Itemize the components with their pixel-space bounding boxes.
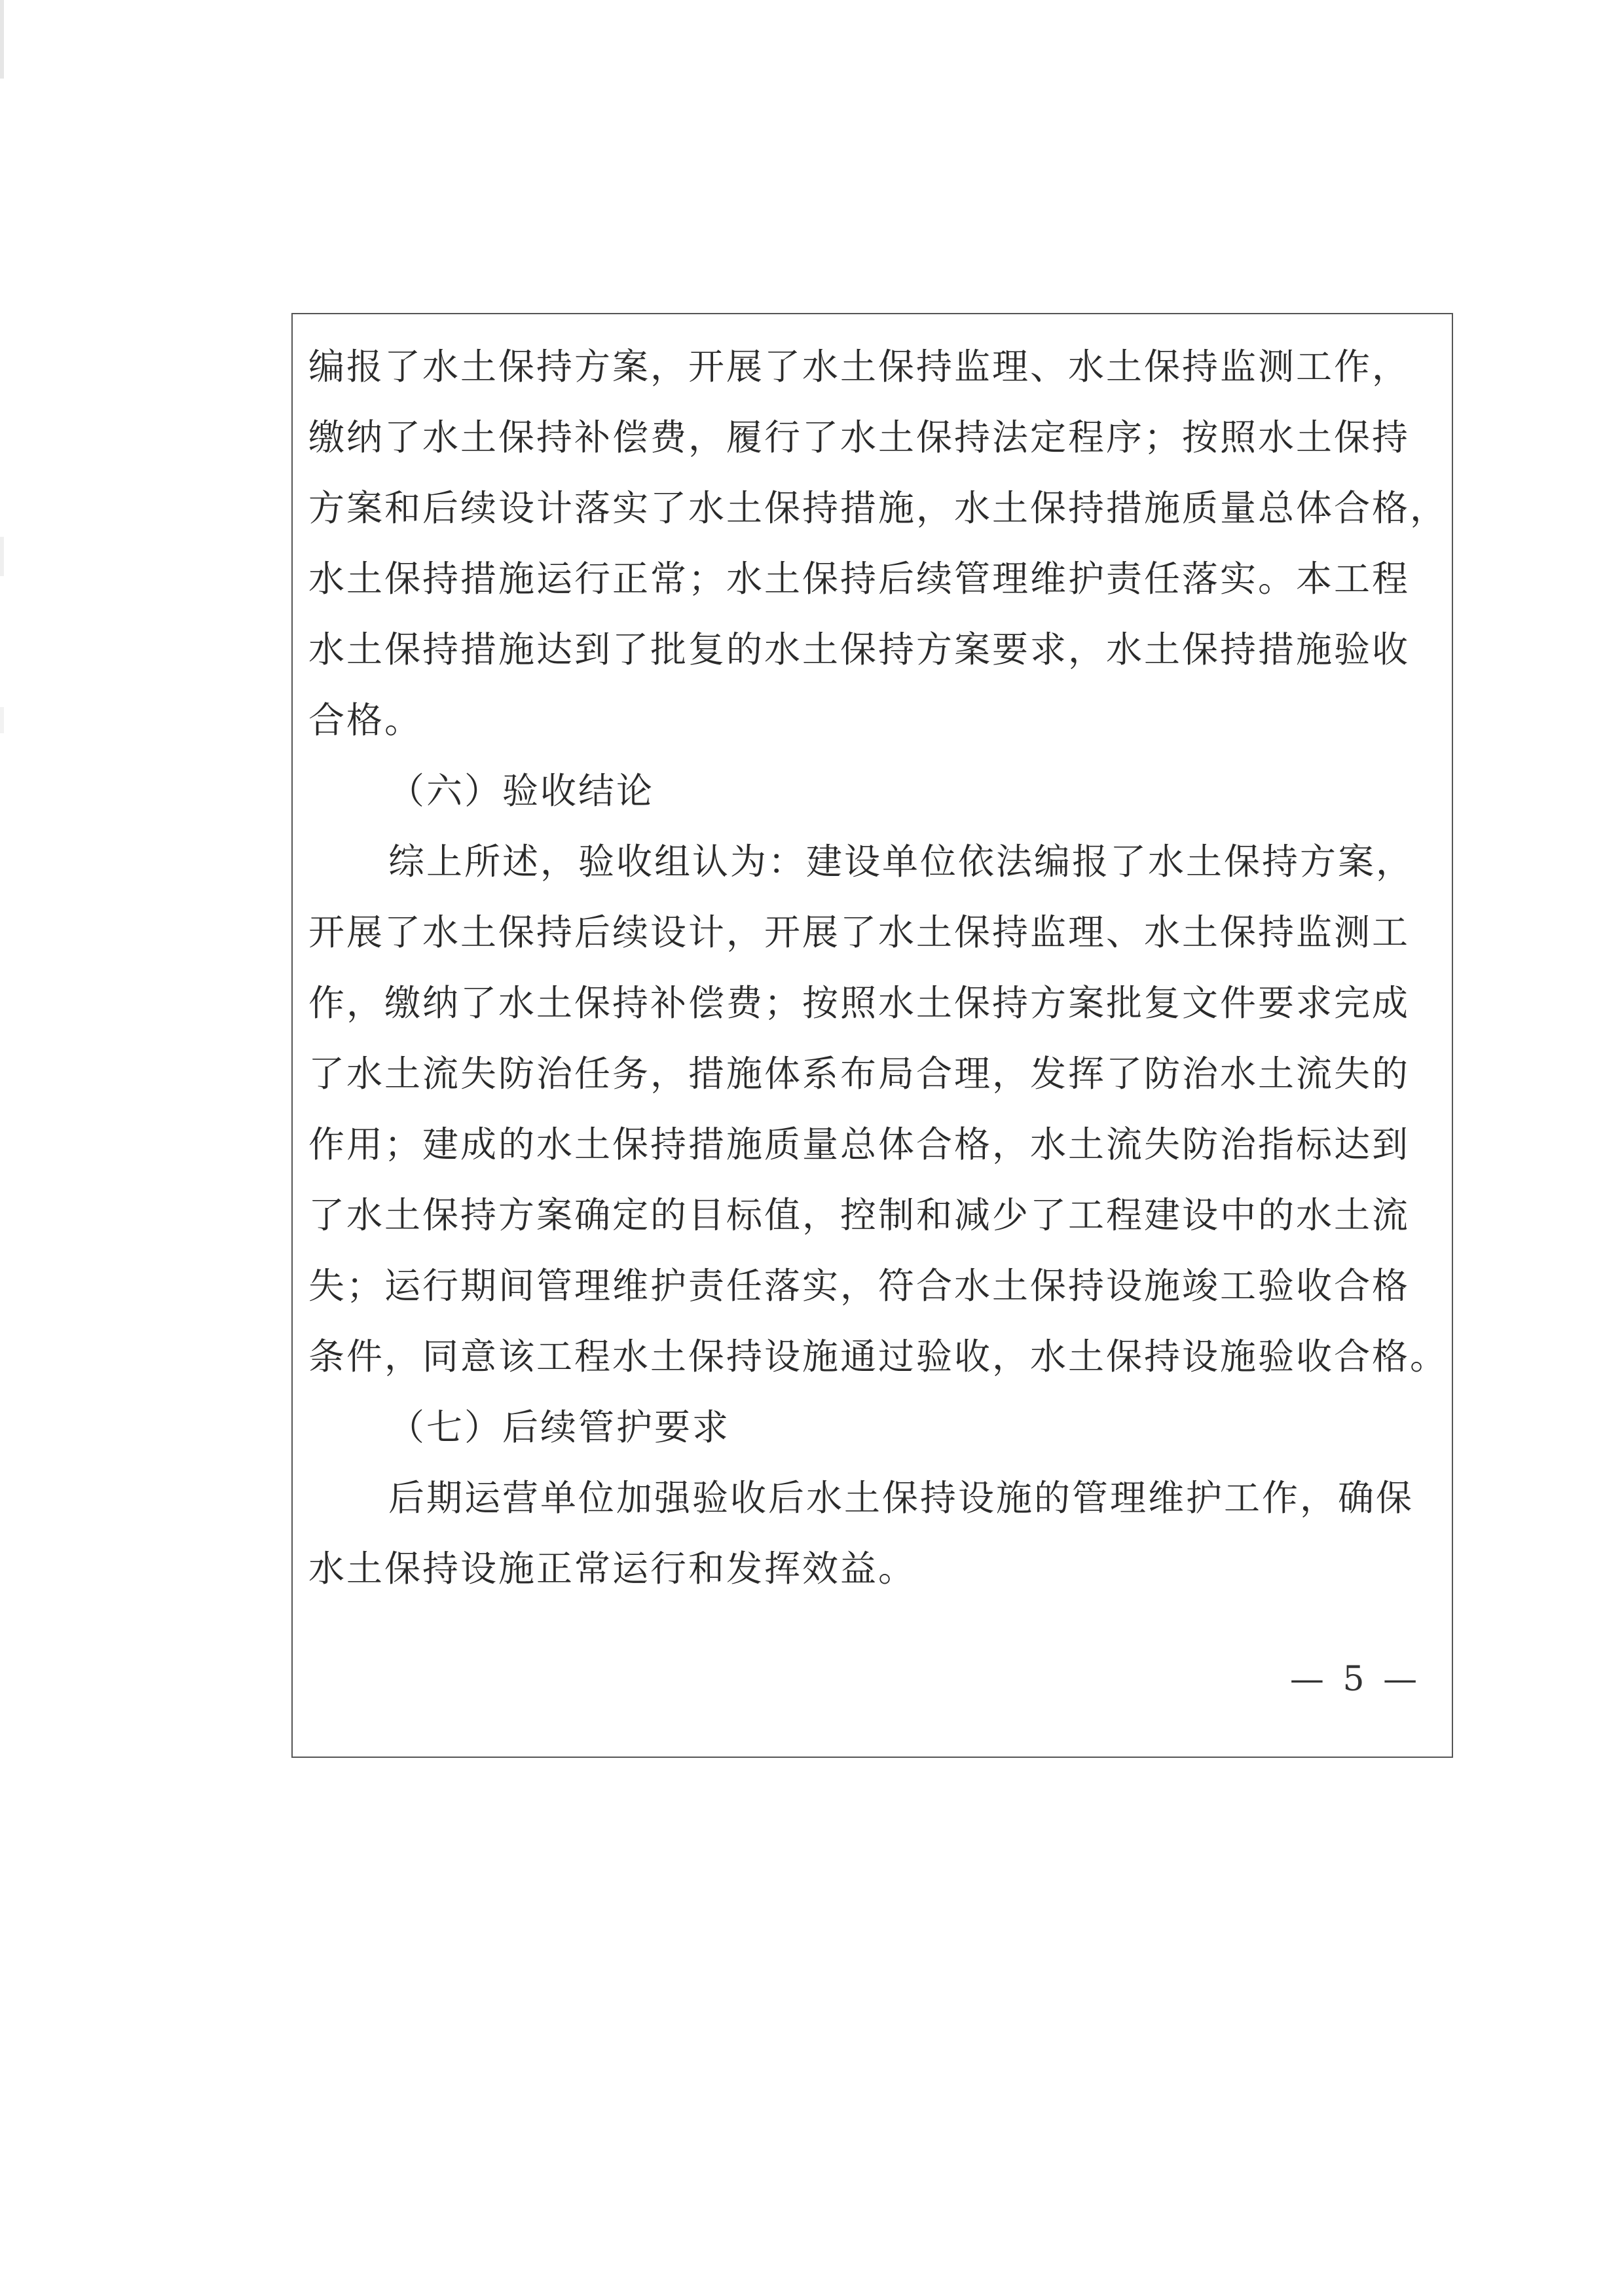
section-heading-6: （六）验收结论 — [388, 770, 655, 812]
page-number: — 5 — — [1289, 1660, 1422, 1699]
paragraph-line: 后期运营单位加强验收后水土保持设施的管理维护工作，确保 — [388, 1477, 1414, 1519]
paragraph-line: 缴纳了水土保持补偿费，履行了水土保持法定程序；按照水土保持 — [308, 416, 1411, 458]
section-heading-7: （七）后续管护要求 — [388, 1406, 731, 1448]
paragraph-line: 合格。 — [308, 699, 423, 741]
scan-edge-shadow — [0, 0, 4, 79]
paragraph-line: 方案和后续设计落实了水土保持措施，水土保持措施质量总体合格， — [308, 487, 1449, 529]
paragraph-line: 编报了水土保持方案，开展了水土保持监理、水土保持监测工作， — [308, 346, 1411, 388]
paragraph-line: 失；运行期间管理维护责任落实，符合水土保持设施竣工验收合格 — [308, 1265, 1411, 1307]
paragraph-line: 水土保持措施运行正常；水土保持后续管理维护责任落实。本工程 — [308, 558, 1411, 600]
paragraph-line: 水土保持措施达到了批复的水土保持方案要求，水土保持措施验收 — [308, 629, 1411, 670]
paragraph-line: 了水土保持方案确定的目标值，控制和减少了工程建设中的水土流 — [308, 1194, 1411, 1236]
paragraph-line: 综上所述，验收组认为：建设单位依法编报了水土保持方案， — [388, 841, 1414, 883]
paragraph-line: 作，缴纳了水土保持补偿费；按照水土保持方案批复文件要求完成 — [308, 982, 1411, 1024]
paragraph-line: 条件，同意该工程水土保持设施通过验收，水土保持设施验收合格。 — [308, 1336, 1449, 1377]
paragraph-line: 了水土流失防治任务，措施体系布局合理，发挥了防治水土流失的 — [308, 1053, 1411, 1095]
scan-edge-shadow — [0, 707, 4, 733]
body-text — [308, 331, 1449, 1604]
paragraph-line: 作用；建成的水土保持措施质量总体合格，水土流失防治指标达到 — [308, 1123, 1411, 1165]
paragraph-line: 水土保持设施正常运行和发挥效益。 — [308, 1548, 917, 1590]
scan-edge-shadow — [0, 537, 4, 576]
paragraph-line: 开展了水土保持后续设计，开展了水土保持监理、水土保持监测工 — [308, 911, 1411, 953]
